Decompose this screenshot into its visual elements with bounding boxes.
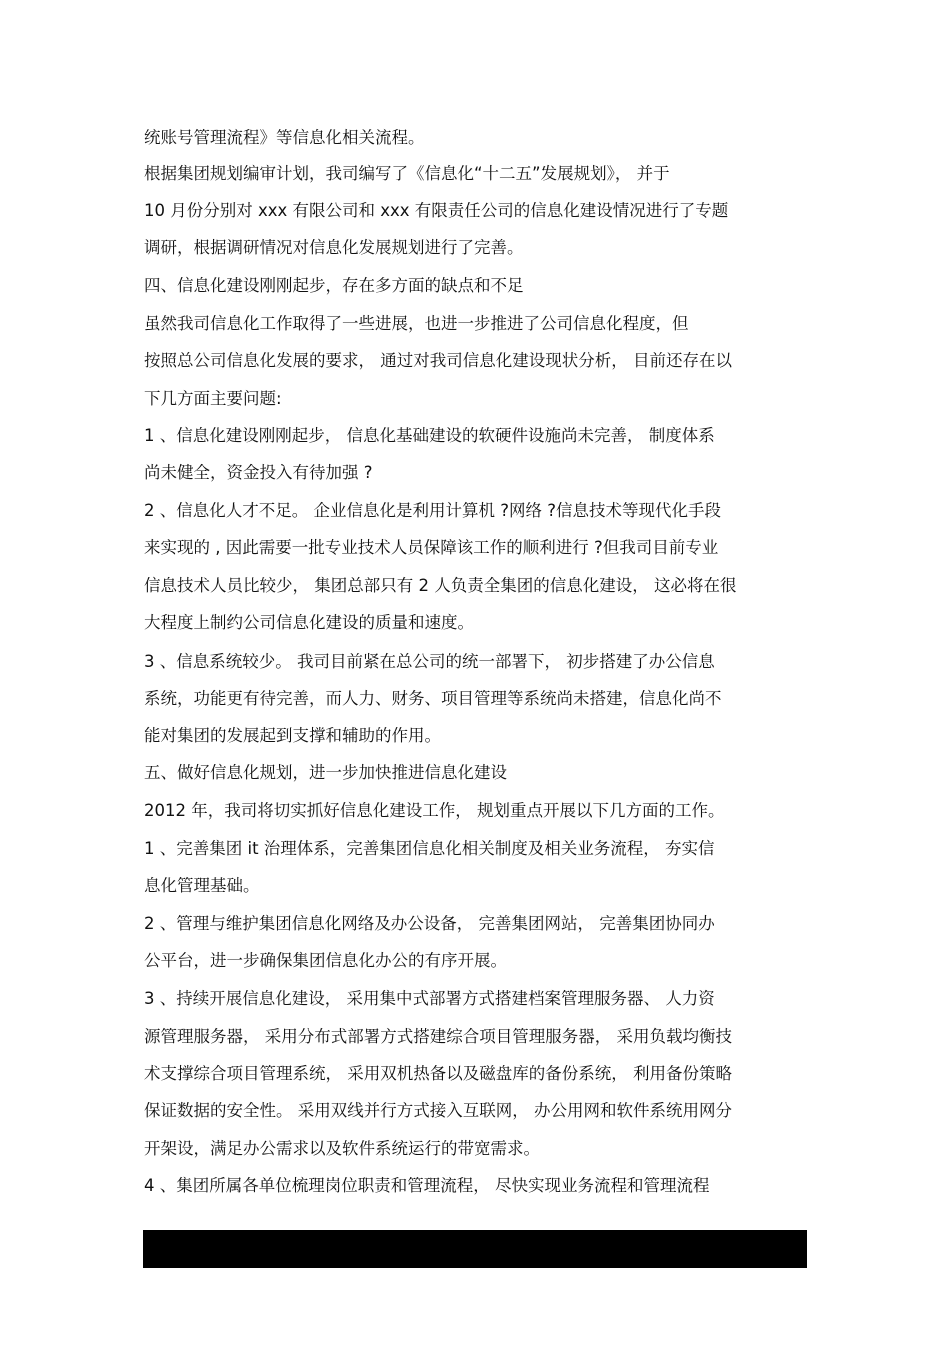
text-line: 统账号管理流程》等信息化相关流程。 <box>144 128 425 147</box>
text-line: 下几方面主要问题: <box>144 389 282 408</box>
text-line: 3 、信息系统较少。 我司目前紧在总公司的统一部署下， 初步搭建了办公信息 <box>144 652 715 671</box>
text-line: 10 月份分别对 xxx 有限公司和 xxx 有限责任公司的信息化建设情况进行了专题 <box>144 201 729 220</box>
text-line: 尚未健全，资金投入有待加强 ? <box>144 463 373 482</box>
text-line: 术支撑综合项目管理系统， 采用双机热备以及磁盘库的备份系统， 利用备份策略 <box>144 1064 732 1083</box>
text-line: 虽然我司信息化工作取得了一些进展，也进一步推进了公司信息化程度，但 <box>144 314 689 333</box>
text-line: 4 、集团所属各单位梳理岗位职责和管理流程， 尽快实现业务流程和管理流程 <box>144 1176 710 1195</box>
text-line: 来实现的 , 因此需要一批专业技术人员保障该工作的顺利进行 ?但我司目前专业 <box>144 538 719 557</box>
text-line: 保证数据的安全性。 采用双线并行方式接入互联网， 办公用网和软件系统用网分 <box>144 1101 732 1120</box>
text-line: 源管理服务器， 采用分布式部署方式搭建综合项目管理服务器， 采用负载均衡技 <box>144 1027 732 1046</box>
text-line: 大程度上制约公司信息化建设的质量和速度。 <box>144 613 474 632</box>
text-line: 按照总公司信息化发展的要求， 通过对我司信息化建设现状分析， 目前还存在以 <box>144 351 732 370</box>
section-heading: 五、做好信息化规划，进一步加快推进信息化建设 <box>144 763 507 782</box>
text-line: 2 、信息化人才不足。 企业信息化是利用计算机 ?网络 ?信息技术等现代化手段 <box>144 501 721 520</box>
text-line: 1 、信息化建设刚刚起步， 信息化基础建设的软硬件设施尚未完善， 制度体系 <box>144 426 715 445</box>
text-line: 公平台，进一步确保集团信息化办公的有序开展。 <box>144 951 507 970</box>
text-line: 1 、完善集团 it 治理体系，完善集团信息化相关制度及相关业务流程， 夯实信 <box>144 839 715 858</box>
text-line: 调研，根据调研情况对信息化发展规划进行了完善。 <box>144 238 524 257</box>
text-line: 系统，功能更有待完善，而人力、财务、项目管理等系统尚未搭建，信息化尚不 <box>144 689 722 708</box>
text-line: 信息技术人员比较少， 集团总部只有 2 人负责全集团的信息化建设， 这必将在很 <box>144 576 737 595</box>
text-line: 息化管理基础。 <box>144 876 260 895</box>
footer-bar <box>143 1230 807 1268</box>
text-line: 2012 年，我司将切实抓好信息化建设工作， 规划重点开展以下几方面的工作。 <box>144 801 725 820</box>
text-line: 根据集团规划编审计划，我司编写了《信息化“十二五”发展规划》， 并于 <box>144 164 670 183</box>
text-line: 2 、管理与维护集团信息化网络及办公设备， 完善集团网站， 完善集团协同办 <box>144 914 715 933</box>
section-heading: 四、信息化建设刚刚起步，存在多方面的缺点和不足 <box>144 276 524 295</box>
text-line: 能对集团的发展起到支撑和辅助的作用。 <box>144 726 441 745</box>
text-line: 开架设，满足办公需求以及软件系统运行的带宽需求。 <box>144 1139 540 1158</box>
text-line: 3 、持续开展信息化建设， 采用集中式部署方式搭建档案管理服务器、 人力资 <box>144 989 715 1008</box>
